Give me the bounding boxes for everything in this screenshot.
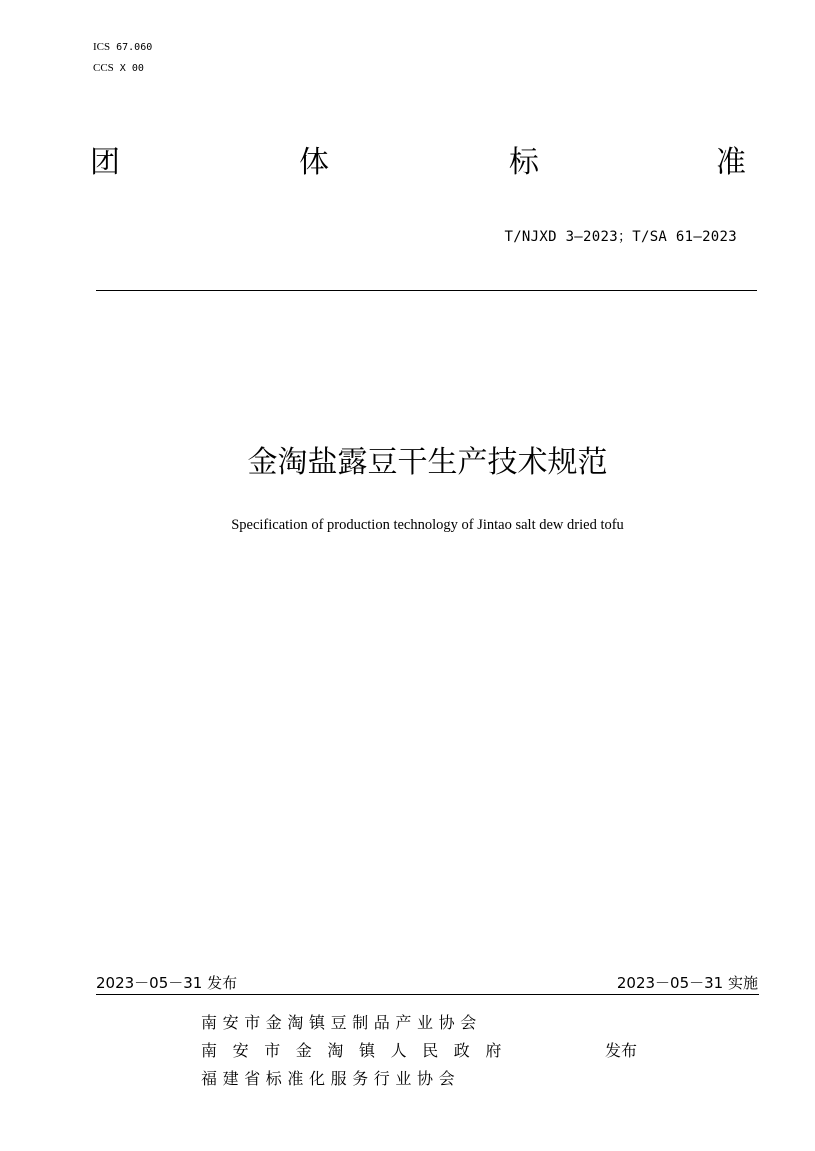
- document-title-en: Specification of production technology of Jintao salt dew dried tofu: [231, 517, 624, 533]
- ccs-label: CCS: [93, 62, 114, 74]
- standard-type-char-1: 团: [90, 145, 120, 180]
- header-divider: [96, 290, 757, 291]
- document-title-zh: 金淘盐露豆干生产技术规范: [247, 445, 608, 480]
- publish-label: 发布: [605, 1041, 638, 1060]
- standard-type-char-4: 准: [716, 145, 746, 180]
- ics-code: 67.060: [116, 42, 153, 53]
- ccs-classification: [93, 61, 144, 76]
- ccs-code: X 00: [119, 63, 144, 74]
- standard-type-char-3: 标: [509, 145, 539, 180]
- issuer-org-2: 南安市金淘镇人民政府: [201, 1041, 518, 1060]
- footer-divider: [96, 994, 759, 995]
- issue-date: 2023－05－31 发布: [96, 974, 238, 992]
- implementation-date: 2023－05－31 实施: [616, 974, 758, 992]
- ics-label: ICS: [93, 41, 111, 53]
- ics-classification: [93, 40, 152, 55]
- issuer-org-1: 南安市金淘镇豆制品产业协会: [201, 1013, 482, 1032]
- standard-type-char-2: 体: [299, 145, 329, 180]
- issuer-org-3: 福建省标准化服务行业协会: [201, 1069, 461, 1088]
- document-number: T/NJXD 3—2023；T/SA 61—2023: [504, 229, 737, 245]
